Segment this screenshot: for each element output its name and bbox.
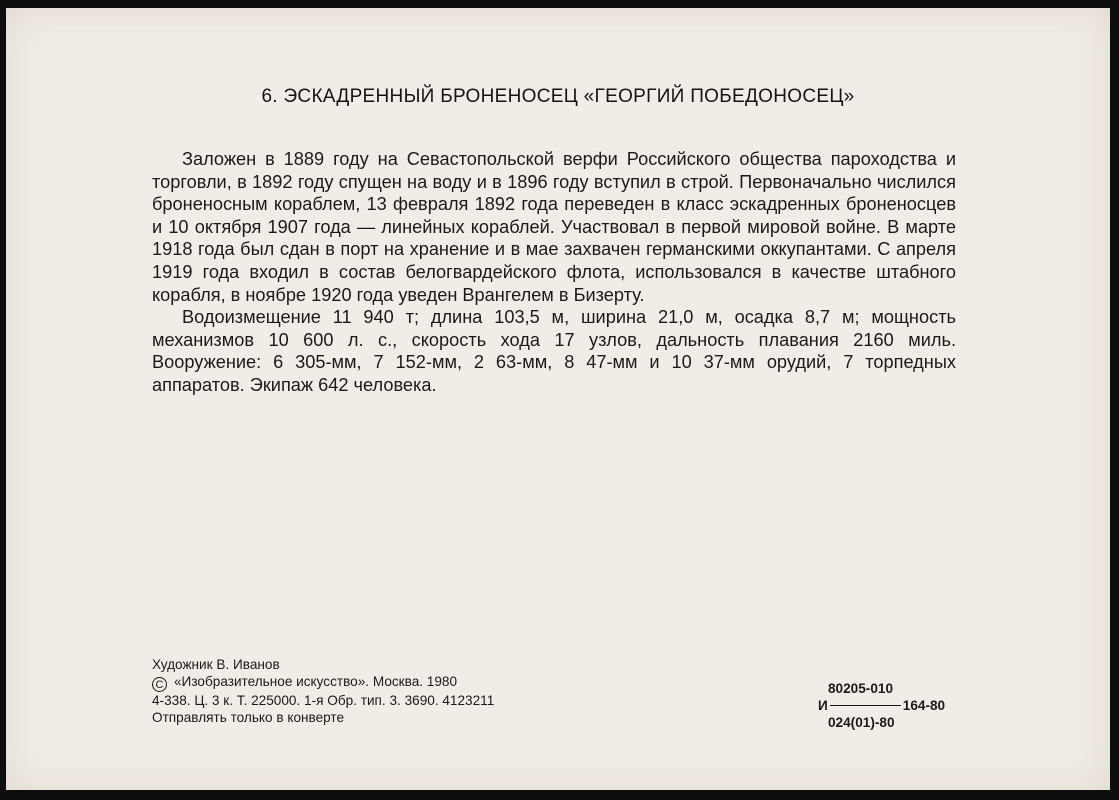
index-code: [818, 680, 945, 731]
copyright-icon: С: [152, 677, 167, 692]
code-rule: [830, 705, 901, 706]
code-bottom: 024(01)-80: [828, 715, 895, 730]
code-middle-row: [818, 697, 945, 714]
code-bottom-row: [818, 714, 945, 731]
code-top: 80205-010: [828, 681, 894, 696]
code-top-row: [818, 680, 945, 697]
postcard-back: [6, 8, 1110, 790]
description-text: [152, 148, 956, 397]
history-paragraph: Заложен в 1889 году на Севастопольской верфи Российского общества пароходства и торговли, в 1892 году спущен на воду и в 1896 году вступил в строй. Первоначально числился броненосным кораблем, 13 февраля 1892 года переведен в класс эскадренных броненосцев и 10 октября 1907 года — линейных кораблей. Участвовал в первой мировой войне. В марте 1918 года был сдан в порт на хранение и в мае захвачен германскими оккупантами. С апреля 1919 года входил в состав белогвардейского флота, использовался в качестве штабного корабля, в ноябре 1920 года уведен Врангелем в Бизерту.: [152, 149, 956, 305]
code-right: 164-80: [902, 698, 946, 713]
envelope-note: Отправлять только в конверте: [152, 710, 345, 725]
specs-paragraph: Водоизмещение 11 940 т; длина 103,5 м, ширина 21,0 м, осадка 8,7 м; мощность механизмов 10 600 л. с., скорость хода 17 узлов, дальность плавания 2160 миль. Вооружение: 6 305-мм, 7 152-мм, 2 63-мм, 8 47-мм и 10 37-мм орудий, 7 торпедных аппаратов. Экипаж 642 человека.: [152, 307, 956, 395]
artist-credit: Художник В. Иванов: [152, 657, 280, 672]
card-title: 6. ЭСКАДРЕННЫЙ БРОНЕНОСЕЦ «ГЕОРГИЙ ПОБЕДОНОСЕЦ»: [261, 86, 855, 107]
code-left: И: [818, 698, 828, 713]
imprint-block: [152, 656, 494, 726]
publisher-text: «Изобразительное искусство». Москва. 1980: [174, 674, 458, 689]
publisher-line: [152, 673, 494, 692]
print-info: 4-338. Ц. 3 к. Т. 225000. 1-я Обр. тип. 3. 3690. 4123211: [152, 693, 495, 708]
